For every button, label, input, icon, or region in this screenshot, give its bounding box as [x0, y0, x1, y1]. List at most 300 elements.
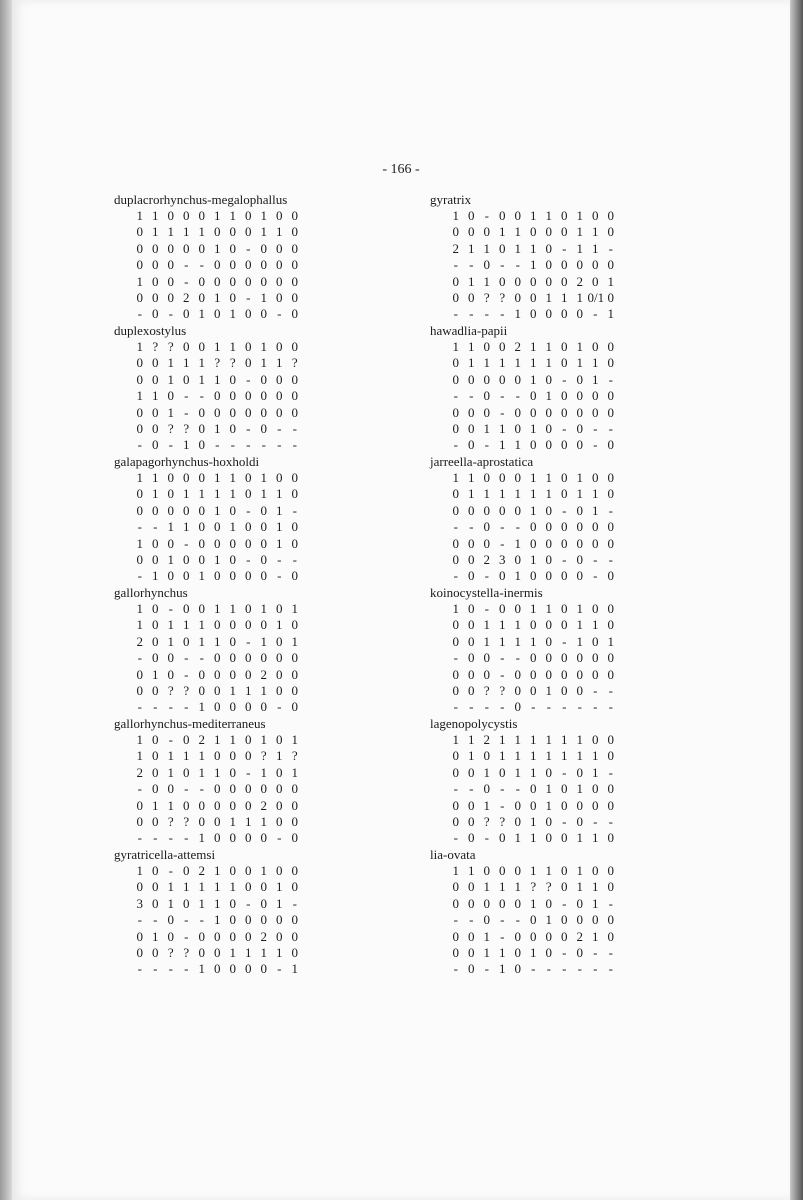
matrix-row [448, 781, 680, 797]
matrix-cell: 0 [592, 257, 599, 273]
matrix-cell: 0 [452, 764, 459, 780]
matrix-cell: 0 [136, 355, 143, 371]
matrix-cell: - [292, 502, 297, 518]
matrix-cell: 0 [183, 895, 190, 911]
matrix-cell: 1 [152, 666, 159, 682]
matrix-cell: 0 [152, 748, 159, 764]
matrix-cell: 1 [260, 633, 267, 649]
matrix-cell: 1 [452, 208, 459, 223]
matrix-cell: 1 [214, 289, 221, 305]
matrix-cell: 0 [530, 404, 537, 420]
matrix-cell: - [593, 420, 598, 436]
matrix-cell: 0 [576, 568, 583, 584]
matrix-row [132, 667, 364, 683]
matrix-cell: - [593, 682, 598, 698]
matrix-cell: 0 [276, 863, 283, 878]
matrix-cell: 1 [167, 551, 174, 567]
matrix-cell: 0 [229, 781, 236, 797]
matrix-cell: 0 [136, 257, 143, 273]
matrix-cell: 1 [499, 961, 506, 977]
matrix-cell: 1 [499, 420, 506, 436]
matrix-cell: 0 [183, 470, 190, 485]
matrix-cell: 0 [291, 879, 298, 895]
matrix-cell: 0 [214, 404, 221, 420]
matrix-cell: 0 [514, 420, 521, 436]
matrix-cell: - [168, 699, 173, 715]
matrix-cell: 1 [152, 486, 159, 502]
matrix-cell: 0 [530, 797, 537, 813]
matrix-cell: 0 [167, 486, 174, 502]
matrix-cell: 1 [545, 797, 552, 813]
matrix-cell: - [230, 437, 235, 453]
matrix-cell: - [500, 257, 505, 273]
matrix-row [132, 634, 364, 650]
matrix-cell: 0 [152, 535, 159, 551]
matrix-cell: 0 [499, 273, 506, 289]
matrix-cell: 1 [545, 863, 552, 878]
matrix-cell: ? [260, 748, 267, 764]
matrix-cell: - [277, 306, 282, 322]
matrix-cell: 1 [245, 682, 252, 698]
matrix-cell: 1 [483, 928, 490, 944]
matrix-row [448, 814, 680, 830]
matrix-cell: 1 [229, 208, 236, 223]
matrix-cell: - [500, 699, 505, 715]
matrix-cell: 0 [229, 650, 236, 666]
matrix-cell: 0 [152, 863, 159, 878]
matrix-cell: 0 [468, 224, 475, 240]
matrix-cell: 0 [214, 388, 221, 404]
matrix-cell: 0 [452, 748, 459, 764]
matrix-cell: 0 [576, 437, 583, 453]
matrix-cell: - [469, 912, 474, 928]
matrix-cell: 0 [607, 339, 614, 354]
matrix-cell: 0 [545, 568, 552, 584]
matrix-cell: 0 [198, 944, 205, 960]
matrix-row [448, 241, 680, 257]
matrix-cell: 1 [592, 486, 599, 502]
matrix-cell: 1 [499, 748, 506, 764]
matrix-cell: - [137, 830, 142, 846]
matrix-cell: 0 [276, 650, 283, 666]
matrix-cell: 0 [499, 339, 506, 354]
matrix-cell: 0 [530, 519, 537, 535]
matrix-cell: 1 [214, 371, 221, 387]
matrix-row [448, 437, 680, 453]
matrix-row [448, 879, 680, 895]
matrix-cell: - [469, 388, 474, 404]
matrix-cell: 0 [291, 257, 298, 273]
matrix-cell: 0 [260, 273, 267, 289]
matrix-cell: 1 [276, 617, 283, 633]
matrix-cell: - [593, 568, 598, 584]
matrix-cell: 0 [561, 863, 568, 878]
matrix-cell: - [277, 699, 282, 715]
matrix-cell: 1 [214, 339, 221, 354]
matrix-cell: - [453, 257, 458, 273]
matrix-cell: 1 [214, 502, 221, 518]
matrix-cell: ? [183, 682, 190, 698]
matrix-cell: 1 [576, 339, 583, 354]
matrix-cell: 1 [468, 748, 475, 764]
matrix-cell: 1 [260, 224, 267, 240]
matrix-cell: 0 [530, 928, 537, 944]
matrix-cell: - [199, 257, 204, 273]
matrix-cell: 0 [245, 388, 252, 404]
matrix-cell: 0 [276, 764, 283, 780]
matrix-cell: 1 [592, 240, 599, 256]
matrix-row [448, 536, 680, 552]
matrix-cell: 1 [530, 732, 537, 747]
matrix-cell: 1 [607, 633, 614, 649]
matrix-cell: 0 [468, 502, 475, 518]
matrix-cell: 0 [291, 830, 298, 846]
matrix-cell: 0 [136, 551, 143, 567]
matrix-cell: 0 [245, 339, 252, 354]
matrix-cell: 0 [468, 437, 475, 453]
matrix-cell: 1 [136, 863, 143, 878]
matrix-cell: 0 [260, 535, 267, 551]
matrix-cell: 1 [576, 601, 583, 616]
matrix-cell: 0 [514, 682, 521, 698]
matrix-row [132, 601, 364, 617]
matrix-cell: 0 [483, 388, 490, 404]
matrix-cell: 1 [198, 879, 205, 895]
matrix-row [448, 798, 680, 814]
matrix-cell: 1 [530, 748, 537, 764]
matrix-cell: 0 [576, 371, 583, 387]
matrix-row [448, 683, 680, 699]
matrix-cell: 0 [214, 813, 221, 829]
matrix-cell: 1 [530, 633, 537, 649]
matrix-cell: 0 [291, 486, 298, 502]
matrix-cell: 1 [198, 224, 205, 240]
matrix-cell: 0 [260, 912, 267, 928]
matrix-cell: 1 [499, 617, 506, 633]
matrix-cell: 0 [514, 470, 521, 485]
matrix-cell: 0 [245, 732, 252, 747]
matrix-cell: 2 [260, 666, 267, 682]
matrix-cell: 0 [452, 273, 459, 289]
matrix-cell: - [246, 420, 251, 436]
matrix-cell: 0 [452, 502, 459, 518]
matrix-cell: 1 [592, 879, 599, 895]
matrix-cell: - [562, 371, 567, 387]
matrix-cell: - [184, 650, 189, 666]
matrix-cell: - [153, 699, 158, 715]
matrix-cell: 0 [245, 830, 252, 846]
matrix-cell: 1 [592, 764, 599, 780]
matrix-cell: 1 [214, 208, 221, 223]
matrix-cell: 1 [276, 224, 283, 240]
matrix-cell: 1 [592, 355, 599, 371]
matrix-cell: 0 [514, 551, 521, 567]
matrix-cell: 0 [276, 371, 283, 387]
matrix-cell: 1 [183, 879, 190, 895]
matrix-cell: 0 [468, 617, 475, 633]
matrix-cell: 2 [198, 732, 205, 747]
matrix-cell: 0 [214, 519, 221, 535]
matrix-cell: 0 [229, 961, 236, 977]
matrix-cell: 1 [214, 764, 221, 780]
matrix-cell: 1 [576, 355, 583, 371]
matrix-cell: 1 [514, 879, 521, 895]
matrix-cell: 0 [592, 404, 599, 420]
matrix-cell: 0 [291, 273, 298, 289]
matrix-cell: - [469, 257, 474, 273]
matrix-cell: 1 [499, 486, 506, 502]
matrix-cell: 0 [468, 813, 475, 829]
matrix-cell: 1 [545, 748, 552, 764]
matrix-row [132, 732, 364, 748]
matrix-cell: 1 [260, 601, 267, 616]
matrix-cell: 0 [499, 240, 506, 256]
matrix-cell: 0 [245, 928, 252, 944]
matrix-cell: 0 [198, 470, 205, 485]
matrix-cell: 0 [214, 273, 221, 289]
matrix-cell: 1 [576, 224, 583, 240]
matrix-cell: 1 [514, 306, 521, 322]
matrix-row [448, 486, 680, 502]
matrix-cell: 0 [291, 944, 298, 960]
matrix-cell: 0 [245, 208, 252, 223]
matrix-cell: 0 [514, 208, 521, 223]
matrix-cell: 0 [561, 830, 568, 846]
matrix-cell: 0 [245, 404, 252, 420]
matrix-cell: - [453, 388, 458, 404]
matrix-cell: - [531, 961, 536, 977]
matrix-row [132, 536, 364, 552]
matrix-cell: - [153, 961, 158, 977]
matrix-cell: 0 [245, 617, 252, 633]
matrix-cell: 0 [167, 928, 174, 944]
matrix-cell: 0 [136, 944, 143, 960]
matrix-cell: 1 [607, 273, 614, 289]
matrix-cell: 0 [276, 781, 283, 797]
matrix-cell: - [277, 551, 282, 567]
matrix-cell: - [608, 813, 613, 829]
matrix-cell: 0 [152, 781, 159, 797]
matrix-cell: 0 [276, 339, 283, 354]
character-matrix [430, 339, 680, 454]
matrix-cell: 1 [576, 781, 583, 797]
matrix-cell: - [184, 257, 189, 273]
matrix-cell: - [608, 895, 613, 911]
matrix-cell: ? [229, 355, 236, 371]
matrix-cell: 0 [561, 568, 568, 584]
matrix-cell: - [500, 781, 505, 797]
matrix-cell: 0 [592, 732, 599, 747]
matrix-cell: 0 [276, 928, 283, 944]
matrix-cell: 0 [499, 830, 506, 846]
matrix-cell: 0 [183, 208, 190, 223]
matrix-cell: 0 [483, 224, 490, 240]
matrix-cell: 0 [214, 617, 221, 633]
matrix-cell: - [153, 912, 158, 928]
matrix-cell: 0 [291, 339, 298, 354]
matrix-cell: 1 [514, 748, 521, 764]
matrix-cell: 0 [607, 355, 614, 371]
matrix-cell: 0 [607, 781, 614, 797]
matrix-cell: 1 [214, 732, 221, 747]
matrix-cell: 0 [260, 961, 267, 977]
matrix-row [448, 355, 680, 371]
matrix-cell: 0 [530, 568, 537, 584]
matrix-cell: 0 [229, 666, 236, 682]
matrix-cell: - [246, 240, 251, 256]
matrix-cell: 0 [514, 944, 521, 960]
matrix-cell: 0 [276, 601, 283, 616]
matrix-cell: - [199, 388, 204, 404]
matrix-cell: 0 [198, 437, 205, 453]
matrix-cell: 0 [530, 666, 537, 682]
matrix-cell: - [292, 551, 297, 567]
matrix-cell: 0 [545, 895, 552, 911]
matrix-cell: 1 [514, 240, 521, 256]
matrix-cell: 0 [260, 699, 267, 715]
matrix-cell: 0 [607, 519, 614, 535]
matrix-cell: 0 [229, 764, 236, 780]
matrix-cell: 1 [276, 879, 283, 895]
matrix-cell: 0 [291, 699, 298, 715]
taxon-block [430, 323, 680, 454]
matrix-row [448, 208, 680, 224]
matrix-cell: 1 [499, 633, 506, 649]
matrix-cell: - [500, 388, 505, 404]
matrix-cell: 0 [136, 404, 143, 420]
matrix-cell: 1 [198, 306, 205, 322]
matrix-cell: 1 [291, 764, 298, 780]
matrix-cell: 1 [514, 633, 521, 649]
matrix-cell: 0 [468, 633, 475, 649]
matrix-cell: 0 [592, 633, 599, 649]
matrix-cell: 0 [545, 502, 552, 518]
matrix-cell: 0 [291, 404, 298, 420]
matrix-cell: 1 [483, 797, 490, 813]
matrix-cell: 1 [592, 502, 599, 518]
matrix-cell: ? [483, 682, 490, 698]
matrix-cell: 0 [483, 863, 490, 878]
matrix-row [132, 781, 364, 797]
matrix-cell: - [153, 519, 158, 535]
matrix-cell: 1 [260, 813, 267, 829]
matrix-cell: 1 [214, 420, 221, 436]
matrix-cell: 0 [245, 650, 252, 666]
matrix-cell: 0 [468, 961, 475, 977]
matrix-cell: - [608, 961, 613, 977]
matrix-cell: 1 [229, 732, 236, 747]
matrix-row [132, 765, 364, 781]
matrix-cell: - [484, 961, 489, 977]
matrix-row [448, 290, 680, 306]
matrix-cell: 0 [607, 732, 614, 747]
matrix-cell: 1 [545, 208, 552, 223]
matrix-cell: 1 [214, 863, 221, 878]
matrix-cell: 0 [607, 650, 614, 666]
matrix-cell: 0 [245, 568, 252, 584]
matrix-row [132, 470, 364, 486]
taxon-name: koinocystella-inermis [430, 585, 543, 600]
matrix-cell: 0 [452, 420, 459, 436]
matrix-cell: 0 [167, 568, 174, 584]
taxon-block [114, 192, 364, 323]
matrix-cell: - [562, 240, 567, 256]
matrix-cell: 1 [592, 224, 599, 240]
matrix-cell: 0 [152, 682, 159, 698]
matrix-cell: 1 [136, 535, 143, 551]
matrix-cell: 2 [514, 339, 521, 354]
matrix-cell: 0 [136, 682, 143, 698]
matrix-cell: ? [167, 813, 174, 829]
matrix-cell: - [484, 568, 489, 584]
matrix-row [448, 552, 680, 568]
matrix-cell: 0 [483, 895, 490, 911]
matrix-cell: 0 [214, 650, 221, 666]
matrix-cell: 0 [561, 519, 568, 535]
matrix-cell: 0 [198, 682, 205, 698]
matrix-cell: 0 [607, 601, 614, 616]
character-matrix [114, 601, 364, 716]
matrix-cell: 1 [452, 863, 459, 878]
matrix-cell: 0 [592, 339, 599, 354]
matrix-cell: 1 [514, 437, 521, 453]
matrix-cell: - [500, 650, 505, 666]
matrix-cell: 1 [229, 682, 236, 698]
matrix-cell: 0 [499, 470, 506, 485]
matrix-cell: 1 [530, 470, 537, 485]
matrix-cell: 0 [198, 208, 205, 223]
matrix-cell: 1 [136, 208, 143, 223]
matrix-cell: 0 [483, 535, 490, 551]
matrix-cell: 3 [136, 895, 143, 911]
matrix-cell: 0 [214, 797, 221, 813]
matrix-cell: 0 [167, 650, 174, 666]
matrix-cell: 0 [183, 797, 190, 813]
matrix-cell: 0 [576, 895, 583, 911]
matrix-cell: 0 [468, 928, 475, 944]
character-matrix [114, 208, 364, 323]
matrix-cell: 0 [530, 535, 537, 551]
matrix-cell: 0 [561, 682, 568, 698]
matrix-cell: 0 [514, 895, 521, 911]
matrix-cell: 0 [183, 633, 190, 649]
matrix-cell: 0 [245, 273, 252, 289]
matrix-cell: 1 [530, 208, 537, 223]
matrix-cell: 0 [514, 666, 521, 682]
matrix-cell: - [246, 289, 251, 305]
matrix-cell: 0 [592, 273, 599, 289]
matrix-cell: 1 [183, 224, 190, 240]
matrix-cell: 0 [468, 420, 475, 436]
matrix-row [448, 421, 680, 437]
matrix-cell: - [500, 666, 505, 682]
matrix-cell: 1 [545, 470, 552, 485]
matrix-cell: 1 [530, 355, 537, 371]
matrix-cell: 0 [198, 502, 205, 518]
taxon-block [114, 716, 364, 847]
matrix-row [448, 961, 680, 977]
matrix-cell: 1 [152, 568, 159, 584]
matrix-cell: 0 [499, 502, 506, 518]
matrix-cell: 1 [468, 240, 475, 256]
matrix-cell: 0 [245, 748, 252, 764]
matrix-cell: 0 [229, 928, 236, 944]
matrix-cell: 0 [167, 666, 174, 682]
matrix-cell: 1 [214, 895, 221, 911]
taxon-block [430, 585, 680, 716]
character-matrix [430, 208, 680, 323]
matrix-cell: 1 [198, 764, 205, 780]
